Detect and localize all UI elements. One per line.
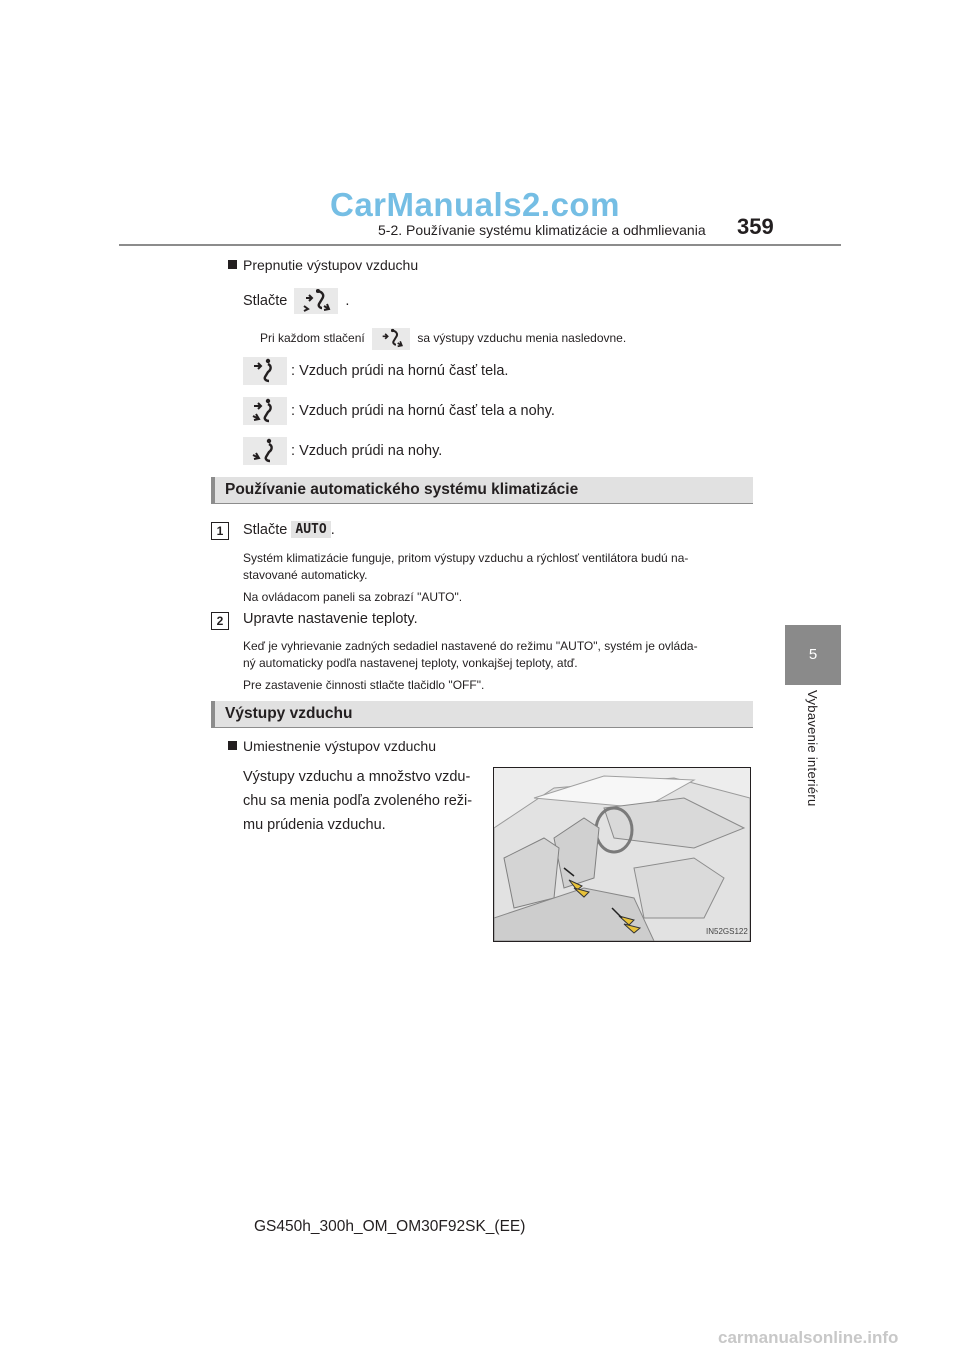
section-auto-title: Používanie automatického systému klimatizácie — [225, 481, 579, 498]
airflow-press-line — [243, 288, 349, 314]
page-number: 359 — [737, 214, 774, 239]
mode-row-face — [243, 357, 508, 385]
step-number-1: 1 — [211, 522, 229, 540]
mode-feet-text: : Vzduch prúdi na nohy. — [291, 443, 443, 459]
press-prefix: Stlačte — [243, 293, 288, 309]
chapter-number: 5 — [808, 646, 818, 663]
outlets-line-1: Výstupy vzduchu a množstvo vzdu- — [243, 769, 471, 785]
mode-row-feet — [243, 437, 442, 465]
auto-button-label: AUTO — [291, 521, 330, 538]
bilevel-airflow-icon — [372, 328, 410, 350]
mode-face-text: : Vzduch prúdi na hornú časť tela. — [291, 363, 509, 379]
bullet-square-icon — [228, 741, 237, 750]
header-divider — [119, 244, 841, 246]
section-header-outlets — [211, 701, 753, 728]
feet-airflow-icon — [243, 437, 287, 465]
chapter-tab — [785, 625, 841, 685]
outlets-heading-text: Umiestnenie výstupov vzduchu — [243, 738, 436, 754]
outlets-heading — [228, 738, 436, 754]
outlets-description — [243, 765, 488, 837]
footer-watermark: carmanualsonline.info — [718, 1328, 899, 1347]
step1-suffix: . — [330, 522, 335, 538]
bullet-square-icon — [228, 260, 237, 269]
watermark-logo: CarManuals2.com — [330, 186, 620, 223]
press-suffix: . — [345, 293, 350, 309]
step1-prefix: Stlačte — [243, 522, 288, 538]
interior-drawing — [494, 768, 750, 941]
bilevel-airflow-icon — [294, 288, 338, 314]
mode-row-bilevel — [243, 397, 555, 425]
step2-note-line3: Pre zastavenie činnosti stlačte tlačidlo "OFF". — [243, 678, 485, 692]
section-outlets-title: Výstupy vzduchu — [225, 705, 353, 722]
mode-bilevel-text: : Vzduch prúdi na hornú časť tela a nohy. — [291, 403, 555, 419]
step1-note-line2: stavované automaticky. — [243, 568, 368, 582]
figure-code: IN52GS122 — [706, 927, 748, 936]
step2-note — [243, 638, 753, 694]
step1-note-line1: Systém klimatizácie funguje, pritom výstupy vzduchu a rýchlosť ventilátora budú na- — [243, 551, 689, 565]
step-number-2: 2 — [211, 612, 229, 630]
step1-note-line3: Na ovládacom paneli sa zobrazí "AUTO". — [243, 590, 463, 604]
airflow-note — [260, 327, 626, 350]
document-code: GS450h_300h_OM_OM30F92SK_(EE) — [254, 1218, 526, 1235]
note-suffix: sa výstupy vzduchu menia nasledovne. — [417, 331, 627, 345]
bilevel-airflow-icon — [243, 397, 287, 425]
airflow-heading-text: Prepnutie výstupov vzduchu — [243, 257, 419, 273]
step1-line — [243, 521, 335, 538]
step2-note-line1: Keď je vyhrievanie zadných sedadiel nastavené do režimu "AUTO", systém je ovláda- — [243, 639, 698, 653]
face-airflow-icon — [243, 357, 287, 385]
step2-note-line2: ný automaticky podľa nastavenej teploty, vonkajšej teploty, atď. — [243, 656, 578, 670]
outlets-line-2: chu sa menia podľa zvoleného reži- — [243, 793, 473, 809]
note-prefix: Pri každom stlačení — [260, 331, 365, 345]
section-header-auto — [211, 477, 753, 504]
chapter-label: Vybavenie interiéru — [805, 690, 820, 807]
car-interior-illustration — [493, 767, 751, 942]
airflow-heading — [228, 257, 418, 273]
outlets-line-3: mu prúdenia vzduchu. — [243, 817, 386, 833]
step2-text: Upravte nastavenie teploty. — [243, 611, 418, 627]
header-section-title: 5-2. Používanie systému klimatizácie a odhmlievania — [378, 222, 706, 238]
step1-note — [243, 550, 753, 606]
